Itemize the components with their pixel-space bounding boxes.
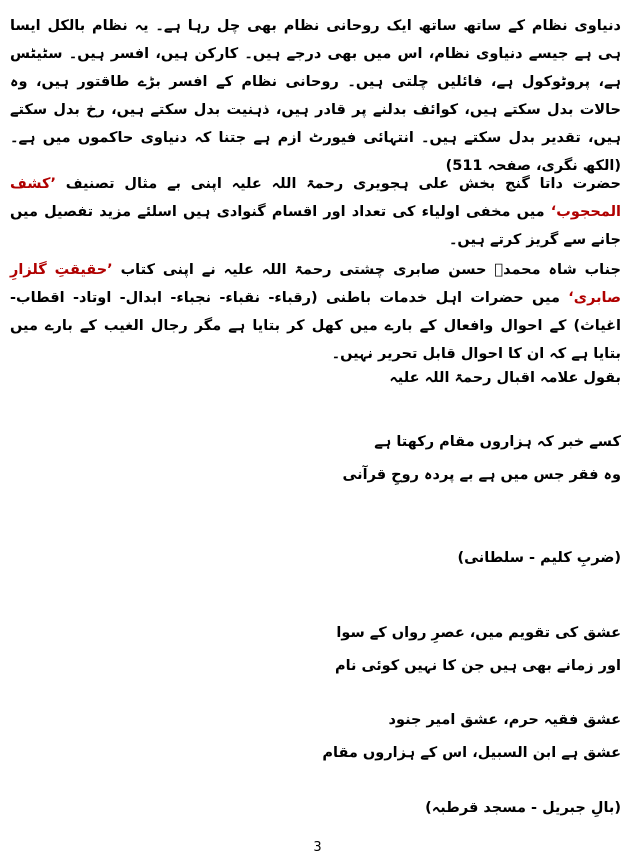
paragraph-text-start: جناب شاہ محمدؐ حسن صابری چشتی رحمۃ اللہ علیہ نے اپنی کتاب <box>112 262 621 278</box>
paragraph-text-end: میں مخفی اولیاء کی تعداد اور اقسام گنوادی ہیں اسلئے مزید تفصیل میں جانے سے گریز کرتے ہیں۔ <box>10 204 621 248</box>
book-title-haqeeqat-gulzar-sabri: ’حقیقتِ گلزارِ صابری‘ <box>10 262 621 306</box>
verse-line: اور زمانے بھی ہیں جن کا نہیں کوئی نام <box>334 658 621 674</box>
verse-line: وہ فقر جس میں ہے بے پردہ روحِ قرآنی <box>342 467 621 483</box>
poetry-attribution: بقول علامہ اقبال رحمۃ اللہ علیہ <box>389 370 621 386</box>
poetry-source: (ضربِ کلیم - سلطانی) <box>457 550 621 566</box>
verse-line: عشق فقیہ حرم، عشق امیر جنود <box>388 712 621 728</box>
paragraph-spiritual-system: دنیاوی نظام کے ساتھ ساتھ ایک روحانی نظام بھی چل رہا ہے۔ یہ نظام بالکل ایسا ہی ہے جیسے دنیاوی نظام، اس میں بھی درجے ہیں۔ کارکن ہیں، افسر ہیں۔ سٹیٹس ہے، پروٹوکول ہے، فائلیں چلتی ہیں۔ روحانی نظام کے افسر بڑے طاقتور ہیں، وہ حالات بدل سکتے ہیں، کوائف بدلنے پر قادر ہیں، ذہنیت بدل سکتے ہیں، رخ بدل سکتے ہیں، تقدیر بدل سکتے ہیں۔ انتہائی فیورٹ ازم ہے جتنا کہ دنیاوی حاکموں میں ہے۔ (الکھ نگری، صفحہ 511) <box>10 18 621 174</box>
paragraph-shah-muhammad-hasan <box>10 256 621 368</box>
paragraph-text-start: حضرت داتا گنج بخش علی ہجویری رحمۃ اللہ علیہ اپنی بے مثال تصنیف <box>55 176 621 192</box>
verse-line: کسے خبر کہ ہزاروں مقام رکھتا ہے <box>374 434 621 450</box>
poetry-source: (بالِ جبریل - مسجد قرطبہ) <box>425 800 621 816</box>
paragraph-data-ganj-bakhsh <box>10 170 621 254</box>
book-title-kashf-ul-mahjoob: ’کشف المحجوب‘ <box>10 176 621 220</box>
verse-line: عشق ہے ابن السبیل، اس کے ہزاروں مقام <box>322 745 621 761</box>
page-number: 3 <box>313 840 322 855</box>
paragraph-text-end: میں حضرات اہل خدمات باطنی (رقباء- نقباء- نجباء- ابدال- اوتاد- اقطاب- اغیاث) کے احوال وافعال کے بارے میں کھل کر بتایا ہے مگر رجال الغیب کے بارے میں بتایا ہے کہ ان کا احوال قابل تحریر نہیں۔ <box>10 290 621 362</box>
verse-line: عشق کی تقویم میں، عصرِ رواں کے سوا <box>336 625 621 641</box>
